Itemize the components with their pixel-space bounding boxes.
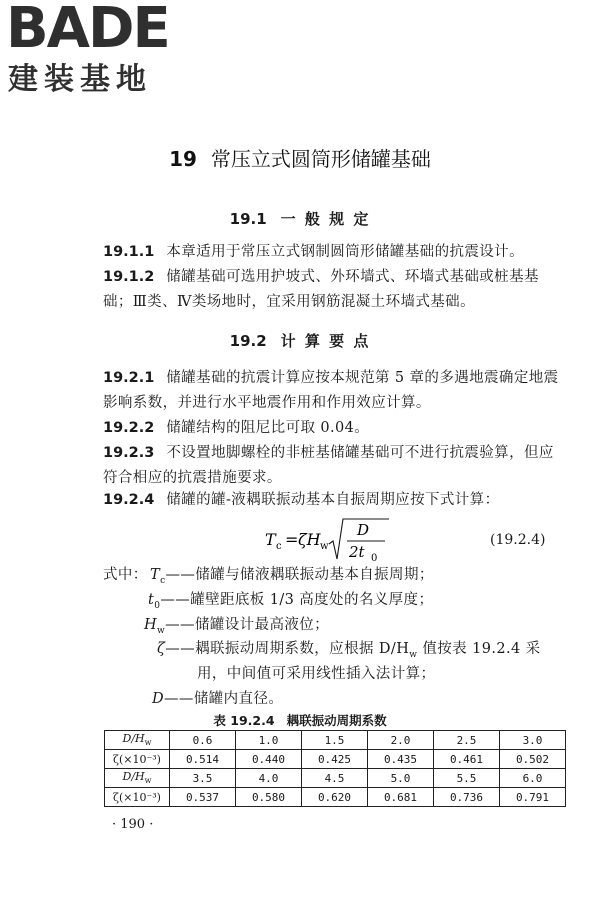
formula-19-2-4 <box>0 515 600 565</box>
table-cell: 1.0 <box>236 731 302 750</box>
section-title-text: 计 算 要 点 <box>280 332 371 350</box>
table-cell: 0.681 <box>368 788 434 807</box>
clause-19-2-3 <box>103 441 565 491</box>
table-cell: 0.435 <box>368 750 434 769</box>
table-cell: 2.0 <box>368 731 434 750</box>
logo-wordmark: BADE <box>6 0 169 61</box>
clause-text: 储罐基础的抗震计算应按本规范第 5 章的多遇地震确定地震影响系数，并进行水平地震作用和作用效应计算。 <box>103 370 559 411</box>
chapter-title-text: 常压立式圆筒形储罐基础 <box>210 147 431 171</box>
where-item: D——储罐内直径。 <box>152 691 284 707</box>
section-title-text: 一 般 规 定 <box>280 210 371 228</box>
clause-number: 19.2.1 <box>103 370 155 386</box>
chapter-title <box>0 143 600 172</box>
table-cell: 0.791 <box>500 788 566 807</box>
table-title: 耦联振动周期系数 <box>286 713 387 728</box>
logo-chinese: 建装基地 <box>8 62 152 97</box>
page-number: · 190 · <box>112 817 154 832</box>
where-item-continuation: 用，中间值可采用线性插入法计算； <box>197 666 436 682</box>
table-row <box>105 731 566 750</box>
table-row <box>105 788 566 807</box>
table-cell: 0.502 <box>500 750 566 769</box>
row-header: ζ(×10⁻³) <box>105 788 170 807</box>
clause-19-2-4 <box>103 488 565 513</box>
formula-denominator: 2t <box>349 543 365 561</box>
clause-number: 19.1.1 <box>103 244 155 260</box>
table-cell: 0.580 <box>236 788 302 807</box>
table-cell: 0.736 <box>434 788 500 807</box>
table-cell: 0.537 <box>170 788 236 807</box>
section-number: 19.2 <box>229 332 267 350</box>
clause-number: 19.2.2 <box>103 420 155 436</box>
clause-number: 19.2.3 <box>103 445 155 461</box>
table-number: 表 19.2.4 <box>213 713 275 728</box>
table-cell: 0.514 <box>170 750 236 769</box>
equation-number: (19.2.4) <box>490 532 546 548</box>
clause-19-1-1 <box>103 240 565 265</box>
table-cell: 0.620 <box>302 788 368 807</box>
table-cell: 4.0 <box>236 769 302 788</box>
clause-text: 不设置地脚螺栓的非桩基储罐基础可不进行抗震验算，但应符合相应的抗震措施要求。 <box>103 445 554 486</box>
table-caption <box>0 711 600 729</box>
where-item: ζ——耦联振动周期系数，应根据 $D/H_w$ 值按表 19.2.4 采 <box>157 641 541 660</box>
formula-graphic <box>265 515 395 565</box>
formula-lhs-sub: c <box>276 541 282 552</box>
formula-lhs: T <box>265 530 276 549</box>
table-cell: 6.0 <box>500 769 566 788</box>
where-intro: 式中： <box>103 567 148 583</box>
where-item: $t_0——$罐壁距底板 1/3 高度处的名义厚度； <box>148 592 434 611</box>
clause-text: 本章适用于常压立式钢制圆筒形储罐基础的抗震设计。 <box>166 244 524 260</box>
where-item: $T_c——$储罐与储液耦联振动基本自振周期； <box>150 567 434 586</box>
section-title <box>0 330 600 351</box>
clause-number: 19.2.4 <box>103 492 155 508</box>
formula-numerator: D <box>357 521 370 539</box>
section-number: 19.1 <box>229 210 267 228</box>
table-cell: 3.0 <box>500 731 566 750</box>
table-cell: 1.5 <box>302 731 368 750</box>
row-header: ζ(×10⁻³) <box>105 750 170 769</box>
section-title <box>0 208 600 229</box>
chapter-number: 19 <box>169 147 197 171</box>
where-item: $H_w——$储罐设计最高液位； <box>144 617 330 636</box>
formula-equals: = <box>285 530 299 549</box>
table-row <box>105 750 566 769</box>
clause-text: 储罐结构的阻尼比可取 0.04。 <box>166 420 370 436</box>
logo <box>6 0 176 97</box>
table-cell: 0.425 <box>302 750 368 769</box>
formula-rhs-sub: w <box>320 541 329 552</box>
clause-19-2-2 <box>103 416 565 441</box>
table-cell: 0.440 <box>236 750 302 769</box>
table-cell: 2.5 <box>434 731 500 750</box>
table-cell: 5.5 <box>434 769 500 788</box>
clause-text: 储罐基础可选用护坡式、外环墙式、环墙式基础或桩基基础；Ⅲ类、Ⅳ类场地时，宜采用钢筋混凝土环墙式基础。 <box>103 269 539 310</box>
row-header: $D/H_w$ <box>105 769 170 788</box>
table-cell: 3.5 <box>170 769 236 788</box>
table-row <box>105 769 566 788</box>
clause-text: 储罐的罐-液耦联振动基本自振周期应按下式计算： <box>166 492 500 508</box>
formula-rhs-coef: ζH <box>298 530 321 549</box>
table-cell: 4.5 <box>302 769 368 788</box>
table-cell: 0.461 <box>434 750 500 769</box>
coefficient-table <box>104 730 566 807</box>
formula-denominator-sub: 0 <box>371 553 378 564</box>
clause-19-1-2 <box>103 265 565 315</box>
clause-19-2-1 <box>103 366 565 416</box>
table-cell: 0.6 <box>170 731 236 750</box>
table-cell: 5.0 <box>368 769 434 788</box>
clause-number: 19.1.2 <box>103 269 155 285</box>
row-header: $D/H_w$ <box>105 731 170 750</box>
